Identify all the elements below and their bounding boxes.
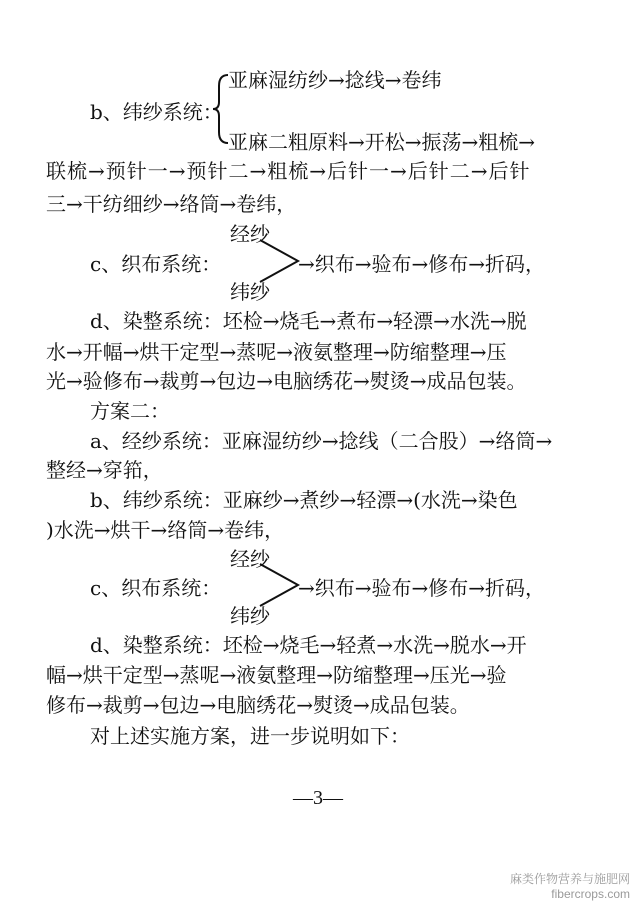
- plan2-weft-line-2: )水洗→烘干→络筒→卷纬，: [46, 518, 285, 542]
- weft-continuation-1: 联梳→预针一→预针二→粗梳→后针一→后针二→后针: [46, 159, 531, 183]
- weave-weft-yarn: 纬纱: [230, 280, 270, 304]
- watermark-line-1: 麻类作物营养与施肥网: [509, 872, 630, 886]
- plan2-weave-weft-yarn: 纬纱: [230, 604, 270, 628]
- finishing-line-2: 水→开幅→烘干定型→蒸呢→液氨整理→防缩整理→压: [46, 340, 507, 364]
- weave-warp-yarn: 经纱: [230, 222, 270, 246]
- plan2-weave-warp-yarn: 经纱: [230, 547, 270, 571]
- plan2-finishing-line-2: 幅→烘干定型→蒸呢→液氨整理→防缩整理→压光→验: [46, 663, 507, 687]
- plan2-finishing-line-1: d、染整系统：坯检→烧毛→轻煮→水洗→脱水→开: [90, 633, 527, 657]
- plan2-warp-line-1: a、经纱系统：亚麻湿纺纱→捻线（二合股）→络筒→: [90, 429, 553, 453]
- weave-system-label: c、织布系统：: [90, 252, 222, 276]
- watermark-line-2: fibercrops.com: [551, 887, 630, 901]
- plan2-weft-line-1: b、纬纱系统：亚麻纱→煮纱→轻漂→(水洗→染色: [90, 488, 518, 512]
- weft-continuation-2: 三→干纺细纱→络筒→卷纬，: [46, 192, 297, 216]
- weft-branch-1: 亚麻湿纺纱→捻线→卷纬: [228, 68, 442, 92]
- plan2-weave-system-label: c、织布系统：: [90, 576, 222, 600]
- closing-sentence: 对上述实施方案，进一步说明如下：: [90, 724, 410, 748]
- finishing-line-1: d、染整系统：坯检→烧毛→煮布→轻漂→水洗→脱: [90, 309, 527, 333]
- plan2-warp-line-2: 整经→穿筘，: [46, 458, 163, 482]
- plan2-weave-flow: →织布→验布→修布→折码，: [298, 576, 546, 600]
- plan2-finishing-line-3: 修布→裁剪→包边→电脑绣花→熨烫→成品包装。: [46, 693, 470, 717]
- weft-branch-2: 亚麻二粗原料→开松→振荡→粗梳→: [228, 130, 536, 154]
- weave-flow: →织布→验布→修布→折码，: [298, 252, 546, 276]
- finishing-line-3: 光→验修布→裁剪→包边→电脑绣花→熨烫→成品包装。: [46, 369, 527, 393]
- page-number: —3—: [293, 787, 343, 809]
- weft-system-label: b、纬纱系统：: [90, 100, 223, 124]
- plan-two-heading: 方案二：: [90, 399, 170, 423]
